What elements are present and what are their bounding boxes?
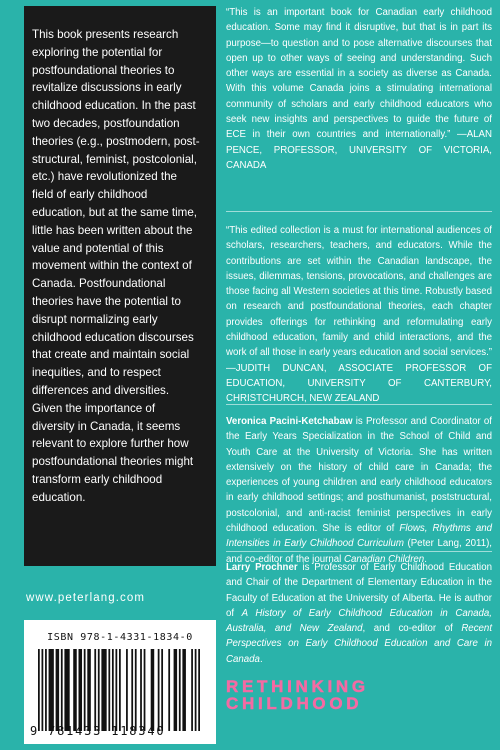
description-text: This book presents research exploring the potential for postfoundational theories to revitalize discussions in early childhood education. In the past two decades, postfoundation theories (e.g., postmodern, post-structural, feminist, postcolonial, etc.) have revolutionized the field of early childhood education, but at the same time, little has been written about the value and potential of this movement within the context of Canada. Postfoundational theories have the potential to disrupt normalizing early childhood education discourses that create and maintain social inequities, and to respect differences and diversities. Given the importance of diversity in Canada, it seems relevant to explore further how postfoundational theories might transform early childhood education. bbox=[32, 28, 200, 504]
barcode-bar bbox=[38, 649, 40, 731]
barcode-bar bbox=[108, 649, 110, 731]
description-panel bbox=[24, 6, 216, 566]
barcode-bar bbox=[49, 649, 54, 731]
book-title: Flows, Rhythms and Intensities in Early Childhood Curriculum bbox=[226, 523, 493, 550]
series-line-1: RETHINKING bbox=[226, 677, 369, 696]
journal-title: Canadian Children bbox=[343, 553, 425, 565]
bio-text: (Peter Lang, 2011), and co-editor of the journal bbox=[226, 538, 492, 565]
series-line-2: CHILDHOOD bbox=[226, 694, 363, 713]
divider bbox=[226, 404, 492, 405]
barcode-graphic bbox=[34, 649, 206, 731]
bio-text: is Professor of Early Childhood Education and Chair of the Department of Elementary Education in the Faculty of Education at the University of Alberta. He is author of bbox=[226, 562, 492, 619]
endorsement-quote-2: “This edited collection is a must for international audiences of scholars, researchers, teachers, and educators. While the contributions are set within the Canadian landscape, the issues, dilemmas, tensions, provocations, and challenges are those facing all Western societies at this time. Robustly based on research and postfoundational theories, each chapter provides offerings for rethinking and reformulating early childhood education, family and child interactions, and the work of all those in early years education and social services.” —JUDITH DUNCAN, ASSOCIATE PROFESSOR OF EDUCATION, UNIVERSITY OF CANTERBURY, CHRISTCHURCH, NEW ZEALAND bbox=[226, 225, 492, 405]
barcode-bar bbox=[94, 649, 96, 731]
bio-text: . bbox=[259, 653, 263, 665]
barcode-bar bbox=[79, 649, 83, 731]
barcode-bar bbox=[144, 649, 146, 731]
isbn-number: ISBN 978-1-4331-1834-0 bbox=[47, 632, 193, 643]
barcode-bar bbox=[101, 649, 106, 731]
book-title: A History of Early Childhood Education in Canada, Australia, and New Zealand bbox=[226, 607, 492, 635]
barcode-bar bbox=[112, 649, 114, 731]
barcode-bar bbox=[115, 649, 117, 731]
publisher-website[interactable]: www.peterlang.com bbox=[26, 592, 146, 604]
barcode-bar bbox=[87, 649, 91, 731]
editor-name: Larry Prochner bbox=[226, 562, 298, 573]
editor-bio-1 bbox=[226, 414, 492, 567]
divider bbox=[226, 551, 492, 552]
ean-number: 9 781433 118340 bbox=[30, 724, 166, 738]
barcode-bar bbox=[179, 649, 181, 731]
barcode-bar bbox=[158, 649, 160, 731]
bio-text: is Professor and Coordinator of the Early Years Specialization in the School of Child and Youth Care at the University of Victoria. She has written extensively on the history of child care in Canada; the experiences of young children and early childhood educators in early childhood settings; and posthumanist, poststructural, postcolonial, and anti-racist feminist perspectives in early childhood education. She is editor of bbox=[226, 416, 492, 535]
divider bbox=[226, 211, 492, 212]
barcode-bar bbox=[119, 649, 121, 731]
barcode-bar bbox=[168, 649, 170, 731]
barcode-bar bbox=[42, 649, 44, 731]
barcode-bar bbox=[195, 649, 197, 731]
book-title: Recent Perspectives on Early Childhood Education and Care in Canada bbox=[226, 623, 493, 665]
barcode-bar bbox=[131, 649, 133, 731]
editor-bio-2 bbox=[226, 560, 492, 667]
barcode-bar bbox=[73, 649, 77, 731]
barcode-bar bbox=[161, 649, 163, 731]
barcode-bar bbox=[84, 649, 86, 731]
barcode-bar bbox=[126, 649, 128, 731]
barcode-bar bbox=[140, 649, 142, 731]
bio-text: , and co-editor of bbox=[362, 623, 462, 635]
barcode-bars bbox=[34, 649, 206, 731]
editor-name: Veronica Pacini-Ketchabaw bbox=[226, 416, 353, 427]
barcode-bar bbox=[64, 649, 69, 731]
barcode-bar bbox=[182, 649, 186, 731]
endorsement-quote-1: “This is an important book for Canadian early childhood education. Some may find it disruptive, but that is in part its purpose—to question and to pose alternative discourses that open up to other ways of seeing and understanding. Such other ways are essential in a society as diverse as Canada. With this volume Canada joins a stimulating international community of scholars and early childhood educators who seek new insights and perspectives to guide the future of ECE in their own countries and internationally.” —ALAN PENCE, PROFESSOR, UNIVERSITY OF VICTORIA, CANADA bbox=[226, 7, 492, 171]
barcode-bar bbox=[135, 649, 137, 731]
barcode-bar bbox=[198, 649, 200, 731]
barcode-bar bbox=[174, 649, 178, 731]
barcode-bar bbox=[45, 649, 47, 731]
series-logo bbox=[226, 678, 492, 712]
barcode-bar bbox=[151, 649, 155, 731]
barcode-bar bbox=[191, 649, 193, 731]
barcode-bar bbox=[98, 649, 100, 731]
barcode-box bbox=[24, 620, 216, 744]
bio-text: . bbox=[424, 553, 427, 565]
barcode-bar bbox=[56, 649, 60, 731]
barcode-bar bbox=[61, 649, 63, 731]
